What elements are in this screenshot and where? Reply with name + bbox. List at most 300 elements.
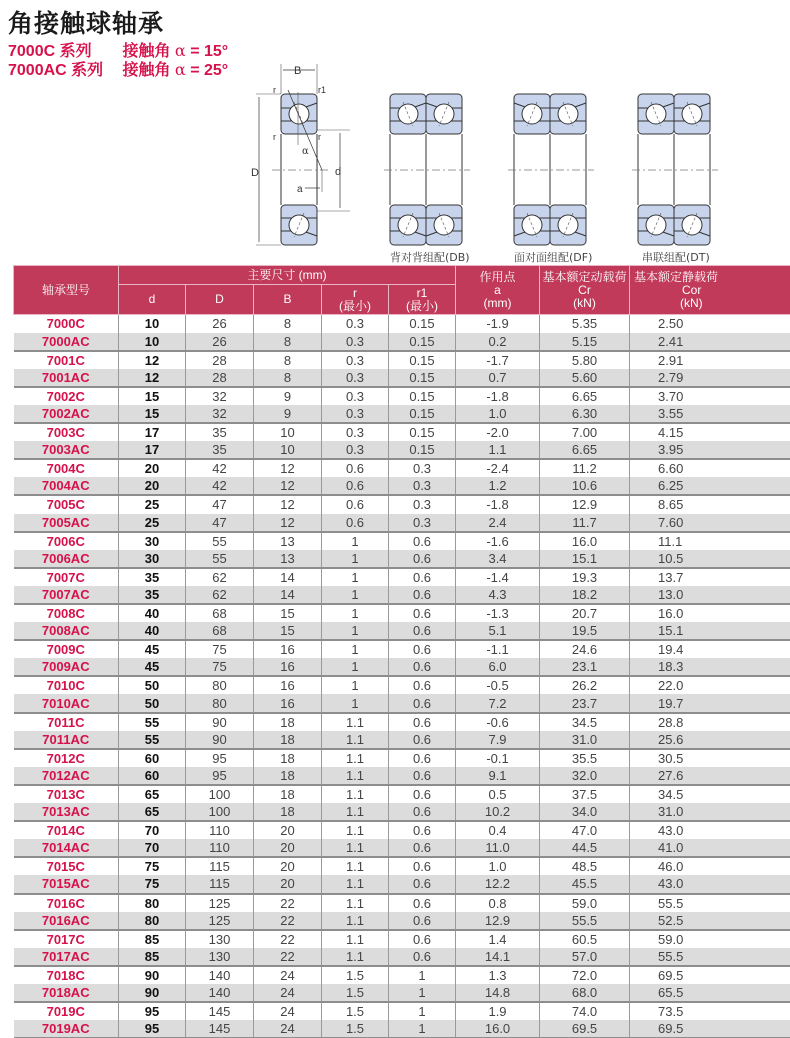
cell-D: 80 [186, 694, 254, 712]
cell-r: 1 [322, 640, 389, 658]
table-row [14, 315, 790, 333]
cell-B: 16 [254, 676, 322, 694]
cell-a: 1.2 [456, 477, 540, 495]
cell-r: 1.1 [322, 930, 389, 948]
label-d: d [335, 166, 342, 178]
cell-r: 0.3 [322, 369, 389, 387]
cell-B: 8 [254, 369, 322, 387]
cell-model: 7014C [14, 821, 119, 839]
cell-a: 0.4 [456, 821, 540, 839]
header-r1 [389, 285, 456, 315]
cell-D: 140 [186, 984, 254, 1002]
cell-cr: 12.9 [540, 495, 630, 513]
cell-B: 24 [254, 1002, 322, 1020]
contact-angle-label: 接触角 [122, 62, 171, 79]
cell-r1: 0.6 [389, 894, 456, 912]
cell-cor: 25.6 [630, 731, 790, 749]
cell-r1: 0.3 [389, 477, 456, 495]
cell-B: 12 [254, 495, 322, 513]
header-cor-symbol: Cor [682, 282, 702, 297]
cell-D: 95 [186, 749, 254, 767]
cell-model: 7011C [14, 713, 119, 731]
cell-cr: 35.5 [540, 749, 630, 767]
cell-cor: 30.5 [630, 749, 790, 767]
table-row [14, 821, 790, 839]
table-row [14, 875, 790, 893]
table-row [14, 586, 790, 604]
header-r [322, 285, 389, 315]
cell-r: 1.5 [322, 984, 389, 1002]
cell-cr: 15.1 [540, 550, 630, 568]
table-row [14, 423, 790, 441]
cell-a: 14.1 [456, 948, 540, 966]
cell-cor: 55.5 [630, 894, 790, 912]
cell-cr: 23.7 [540, 694, 630, 712]
cell-r1: 0.15 [389, 333, 456, 351]
cell-cor: 19.4 [630, 640, 790, 658]
cell-d: 40 [119, 622, 186, 640]
cell-B: 22 [254, 948, 322, 966]
cell-cr: 59.0 [540, 894, 630, 912]
cell-cr: 45.5 [540, 875, 630, 893]
cell-cor: 55.5 [630, 948, 790, 966]
cell-cr: 23.1 [540, 658, 630, 676]
cell-B: 22 [254, 894, 322, 912]
cell-model: 7000AC [14, 333, 119, 351]
cell-cor: 41.0 [630, 839, 790, 857]
cell-d: 20 [119, 459, 186, 477]
cell-d: 80 [119, 912, 186, 930]
cell-D: 47 [186, 495, 254, 513]
cell-cr: 57.0 [540, 948, 630, 966]
cell-cor: 18.3 [630, 658, 790, 676]
label-D: D [251, 167, 259, 179]
table-row [14, 532, 790, 550]
cell-D: 35 [186, 441, 254, 459]
cell-d: 20 [119, 477, 186, 495]
cell-d: 17 [119, 441, 186, 459]
cell-r: 1.1 [322, 785, 389, 803]
cell-B: 13 [254, 532, 322, 550]
cell-a: 1.1 [456, 441, 540, 459]
cell-model: 7002AC [14, 405, 119, 423]
cell-d: 45 [119, 640, 186, 658]
cell-cr: 69.5 [540, 1020, 630, 1038]
cell-B: 24 [254, 1020, 322, 1038]
cell-model: 7002C [14, 387, 119, 405]
cell-r: 0.3 [322, 441, 389, 459]
cell-r1: 0.15 [389, 441, 456, 459]
table-row [14, 676, 790, 694]
cell-model: 7016C [14, 894, 119, 912]
cell-a: 9.1 [456, 767, 540, 785]
cell-cor: 2.41 [630, 333, 790, 351]
table-row [14, 694, 790, 712]
table-row [14, 351, 790, 369]
cell-a: -0.6 [456, 713, 540, 731]
cell-D: 42 [186, 459, 254, 477]
table-row [14, 785, 790, 803]
cell-r: 0.3 [322, 315, 389, 333]
table-row [14, 333, 790, 351]
cell-model: 7008C [14, 604, 119, 622]
cell-d: 60 [119, 767, 186, 785]
cell-a: -1.6 [456, 532, 540, 550]
cell-cor: 13.0 [630, 586, 790, 604]
cell-r: 1.1 [322, 713, 389, 731]
cell-r1: 1 [389, 1020, 456, 1038]
cell-cor: 65.5 [630, 984, 790, 1002]
cell-D: 95 [186, 767, 254, 785]
bearing-diagrams [0, 0, 790, 265]
cell-r: 0.3 [322, 387, 389, 405]
cell-B: 8 [254, 333, 322, 351]
cell-r: 1.1 [322, 857, 389, 875]
table-row [14, 658, 790, 676]
db-arrangement-diagram [384, 94, 790, 245]
cell-cr: 24.6 [540, 640, 630, 658]
cell-d: 90 [119, 966, 186, 984]
header-B: B [254, 285, 322, 315]
cell-B: 15 [254, 622, 322, 640]
cell-r1: 0.6 [389, 568, 456, 586]
header-a-unit: (mm) [483, 295, 512, 310]
cell-r1: 0.6 [389, 839, 456, 857]
cell-B: 8 [254, 315, 322, 333]
cell-r1: 0.6 [389, 875, 456, 893]
cell-cr: 6.65 [540, 441, 630, 459]
cell-D: 110 [186, 839, 254, 857]
cell-r: 0.6 [322, 459, 389, 477]
cell-D: 32 [186, 405, 254, 423]
cell-cr: 11.7 [540, 514, 630, 532]
cell-cr: 5.60 [540, 369, 630, 387]
cell-D: 125 [186, 894, 254, 912]
cell-D: 140 [186, 966, 254, 984]
cell-d: 35 [119, 568, 186, 586]
cell-cr: 34.0 [540, 803, 630, 821]
header-d: d [119, 285, 186, 315]
label-a: a [297, 184, 303, 195]
table-row [14, 514, 790, 532]
header-cr-symbol: Cr [578, 282, 591, 297]
cell-r1: 0.6 [389, 713, 456, 731]
cell-cr: 37.5 [540, 785, 630, 803]
cell-d: 45 [119, 658, 186, 676]
cell-r1: 0.3 [389, 459, 456, 477]
cell-B: 20 [254, 821, 322, 839]
cell-model: 7011AC [14, 731, 119, 749]
header-r-min: (最小) [339, 298, 371, 313]
cell-r1: 0.6 [389, 803, 456, 821]
cell-model: 7017AC [14, 948, 119, 966]
cell-r: 0.3 [322, 405, 389, 423]
cell-r: 0.3 [322, 423, 389, 441]
cell-model: 7005AC [14, 514, 119, 532]
cell-model: 7004C [14, 459, 119, 477]
bearing-spec-table [13, 265, 790, 1038]
cell-a: 12.2 [456, 875, 540, 893]
cell-model: 7000C [14, 315, 119, 333]
cell-model: 7016AC [14, 912, 119, 930]
cell-r: 1 [322, 550, 389, 568]
cell-a: 3.4 [456, 550, 540, 568]
cell-r: 0.6 [322, 514, 389, 532]
cell-cor: 15.1 [630, 622, 790, 640]
contact-angle-value: = 25° [190, 62, 229, 79]
cell-r1: 0.6 [389, 586, 456, 604]
cell-cor: 46.0 [630, 857, 790, 875]
cell-r1: 0.15 [389, 405, 456, 423]
cell-model: 7010C [14, 676, 119, 694]
cell-a: 16.0 [456, 1020, 540, 1038]
table-row [14, 857, 790, 875]
cell-cr: 44.5 [540, 839, 630, 857]
cell-model: 7008AC [14, 622, 119, 640]
cell-D: 35 [186, 423, 254, 441]
cell-D: 32 [186, 387, 254, 405]
cell-model: 7015AC [14, 875, 119, 893]
cell-a: 0.2 [456, 333, 540, 351]
cell-r1: 0.6 [389, 912, 456, 930]
cell-B: 10 [254, 441, 322, 459]
cell-D: 125 [186, 912, 254, 930]
cell-r1: 0.6 [389, 930, 456, 948]
cell-a: 1.3 [456, 966, 540, 984]
cell-d: 30 [119, 550, 186, 568]
cell-r1: 0.6 [389, 640, 456, 658]
cell-r: 1.1 [322, 894, 389, 912]
cell-B: 18 [254, 713, 322, 731]
cell-model: 7003C [14, 423, 119, 441]
cell-B: 12 [254, 477, 322, 495]
cell-D: 115 [186, 875, 254, 893]
cell-cor: 69.5 [630, 966, 790, 984]
cell-model: 7006AC [14, 550, 119, 568]
cell-r: 1.1 [322, 731, 389, 749]
cell-r1: 1 [389, 1002, 456, 1020]
cell-model: 7009C [14, 640, 119, 658]
cell-cor: 2.91 [630, 351, 790, 369]
cell-cor: 3.95 [630, 441, 790, 459]
cell-B: 14 [254, 568, 322, 586]
cell-cr: 31.0 [540, 731, 630, 749]
cell-cr: 18.2 [540, 586, 630, 604]
cell-d: 35 [119, 586, 186, 604]
cell-r1: 0.3 [389, 495, 456, 513]
cell-cor: 6.25 [630, 477, 790, 495]
cell-a: 0.7 [456, 369, 540, 387]
cell-cr: 26.2 [540, 676, 630, 694]
cell-model: 7013AC [14, 803, 119, 821]
cell-cr: 7.00 [540, 423, 630, 441]
table-row [14, 912, 790, 930]
cell-cr: 6.30 [540, 405, 630, 423]
cell-B: 18 [254, 749, 322, 767]
alpha-symbol: α [174, 60, 186, 79]
header-cor-title: 基本额定静载荷 [634, 269, 719, 284]
label-B: B [294, 65, 302, 77]
cell-r1: 0.15 [389, 369, 456, 387]
cell-model: 7014AC [14, 839, 119, 857]
table-row [14, 1002, 790, 1020]
cell-model: 7017C [14, 930, 119, 948]
cell-r1: 0.15 [389, 387, 456, 405]
header-cr-title: 基本额定动载荷 [542, 269, 627, 284]
cell-a: -1.9 [456, 315, 540, 333]
cell-cor: 8.65 [630, 495, 790, 513]
cell-r: 1.1 [322, 875, 389, 893]
header-model: 轴承型号 [14, 266, 119, 315]
cell-B: 20 [254, 875, 322, 893]
cell-model: 7009AC [14, 658, 119, 676]
cell-B: 22 [254, 912, 322, 930]
table-row [14, 713, 790, 731]
cell-r: 1 [322, 676, 389, 694]
cell-cr: 19.3 [540, 568, 630, 586]
cell-d: 50 [119, 694, 186, 712]
header-a [456, 266, 540, 315]
cell-r1: 0.6 [389, 658, 456, 676]
cell-r1: 0.6 [389, 821, 456, 839]
cell-cor: 73.5 [630, 1002, 790, 1020]
cell-r1: 0.6 [389, 622, 456, 640]
cell-d: 75 [119, 875, 186, 893]
alpha-symbol: α [174, 41, 186, 60]
cell-cr: 11.2 [540, 459, 630, 477]
cell-B: 9 [254, 405, 322, 423]
cell-model: 7005C [14, 495, 119, 513]
cell-d: 85 [119, 948, 186, 966]
cell-model: 7018AC [14, 984, 119, 1002]
cell-a: 1.0 [456, 405, 540, 423]
cell-a: -1.7 [456, 351, 540, 369]
header-r1-min: (最小) [406, 298, 438, 313]
cell-cor: 16.0 [630, 604, 790, 622]
cell-D: 100 [186, 785, 254, 803]
cell-D: 47 [186, 514, 254, 532]
cell-d: 10 [119, 315, 186, 333]
cell-cor: 2.79 [630, 369, 790, 387]
cell-r: 1.5 [322, 966, 389, 984]
cell-a: 7.2 [456, 694, 540, 712]
cell-d: 15 [119, 387, 186, 405]
label-alpha: α [302, 146, 309, 157]
cell-r: 0.6 [322, 495, 389, 513]
cell-a: 1.9 [456, 1002, 540, 1020]
cell-r1: 0.6 [389, 857, 456, 875]
cell-r1: 0.6 [389, 749, 456, 767]
cell-B: 9 [254, 387, 322, 405]
cell-D: 26 [186, 315, 254, 333]
cell-d: 50 [119, 676, 186, 694]
cell-cor: 22.0 [630, 676, 790, 694]
cell-r: 1.1 [322, 821, 389, 839]
series-name: 7000C 系列 [8, 43, 92, 60]
cell-r: 1 [322, 622, 389, 640]
cell-B: 18 [254, 731, 322, 749]
contact-angle-value: = 15° [190, 43, 229, 60]
cell-B: 16 [254, 658, 322, 676]
cell-r: 1 [322, 604, 389, 622]
cell-r: 1.1 [322, 912, 389, 930]
header-cor [630, 266, 790, 315]
cell-d: 85 [119, 930, 186, 948]
header-r1-symbol: r1 [416, 285, 428, 300]
caption-df: 面对面组配(DF) [514, 251, 593, 264]
cell-cor: 6.60 [630, 459, 790, 477]
cell-cor: 52.5 [630, 912, 790, 930]
table-row [14, 622, 790, 640]
cell-cr: 72.0 [540, 966, 630, 984]
cell-B: 18 [254, 803, 322, 821]
cell-d: 12 [119, 369, 186, 387]
df-arrangement-diagram [508, 94, 594, 245]
label-r-mid-left: r [273, 132, 276, 142]
cell-model: 7003AC [14, 441, 119, 459]
cell-B: 18 [254, 767, 322, 785]
cell-cor: 69.5 [630, 1020, 790, 1038]
cell-d: 90 [119, 984, 186, 1002]
table-row [14, 568, 790, 586]
caption-dt: 串联组配(DT) [642, 251, 710, 264]
cell-r: 1.5 [322, 1020, 389, 1038]
table-row [14, 387, 790, 405]
cell-d: 25 [119, 514, 186, 532]
cell-a: 0.5 [456, 785, 540, 803]
cell-D: 130 [186, 930, 254, 948]
cell-a: 5.1 [456, 622, 540, 640]
cell-D: 75 [186, 658, 254, 676]
cell-D: 100 [186, 803, 254, 821]
header-main-dims: 主要尺寸 (mm) [119, 266, 456, 285]
cell-model: 7006C [14, 532, 119, 550]
table-row [14, 459, 790, 477]
cell-a: 14.8 [456, 984, 540, 1002]
table-row [14, 495, 790, 513]
cell-cr: 10.6 [540, 477, 630, 495]
cell-d: 65 [119, 803, 186, 821]
cell-r: 1 [322, 532, 389, 550]
cell-D: 26 [186, 333, 254, 351]
cell-d: 95 [119, 1020, 186, 1038]
cell-a: 11.0 [456, 839, 540, 857]
cell-r1: 1 [389, 984, 456, 1002]
cell-cr: 5.15 [540, 333, 630, 351]
cell-d: 80 [119, 894, 186, 912]
cell-cr: 5.80 [540, 351, 630, 369]
cell-model: 7013C [14, 785, 119, 803]
series-name: 7000AC 系列 [8, 62, 104, 79]
header-D: D [186, 285, 254, 315]
cell-cor: 10.5 [630, 550, 790, 568]
cell-r1: 0.3 [389, 514, 456, 532]
cell-model: 7007AC [14, 586, 119, 604]
cell-model: 7018C [14, 966, 119, 984]
cell-r: 1.1 [322, 803, 389, 821]
cell-r: 0.6 [322, 477, 389, 495]
cell-d: 17 [119, 423, 186, 441]
cell-d: 55 [119, 713, 186, 731]
cell-B: 22 [254, 930, 322, 948]
cell-model: 7015C [14, 857, 119, 875]
cell-B: 18 [254, 785, 322, 803]
cell-cr: 68.0 [540, 984, 630, 1002]
cell-cr: 47.0 [540, 821, 630, 839]
cell-r1: 0.6 [389, 532, 456, 550]
cell-r: 0.3 [322, 333, 389, 351]
label-r1: r1 [318, 85, 327, 95]
